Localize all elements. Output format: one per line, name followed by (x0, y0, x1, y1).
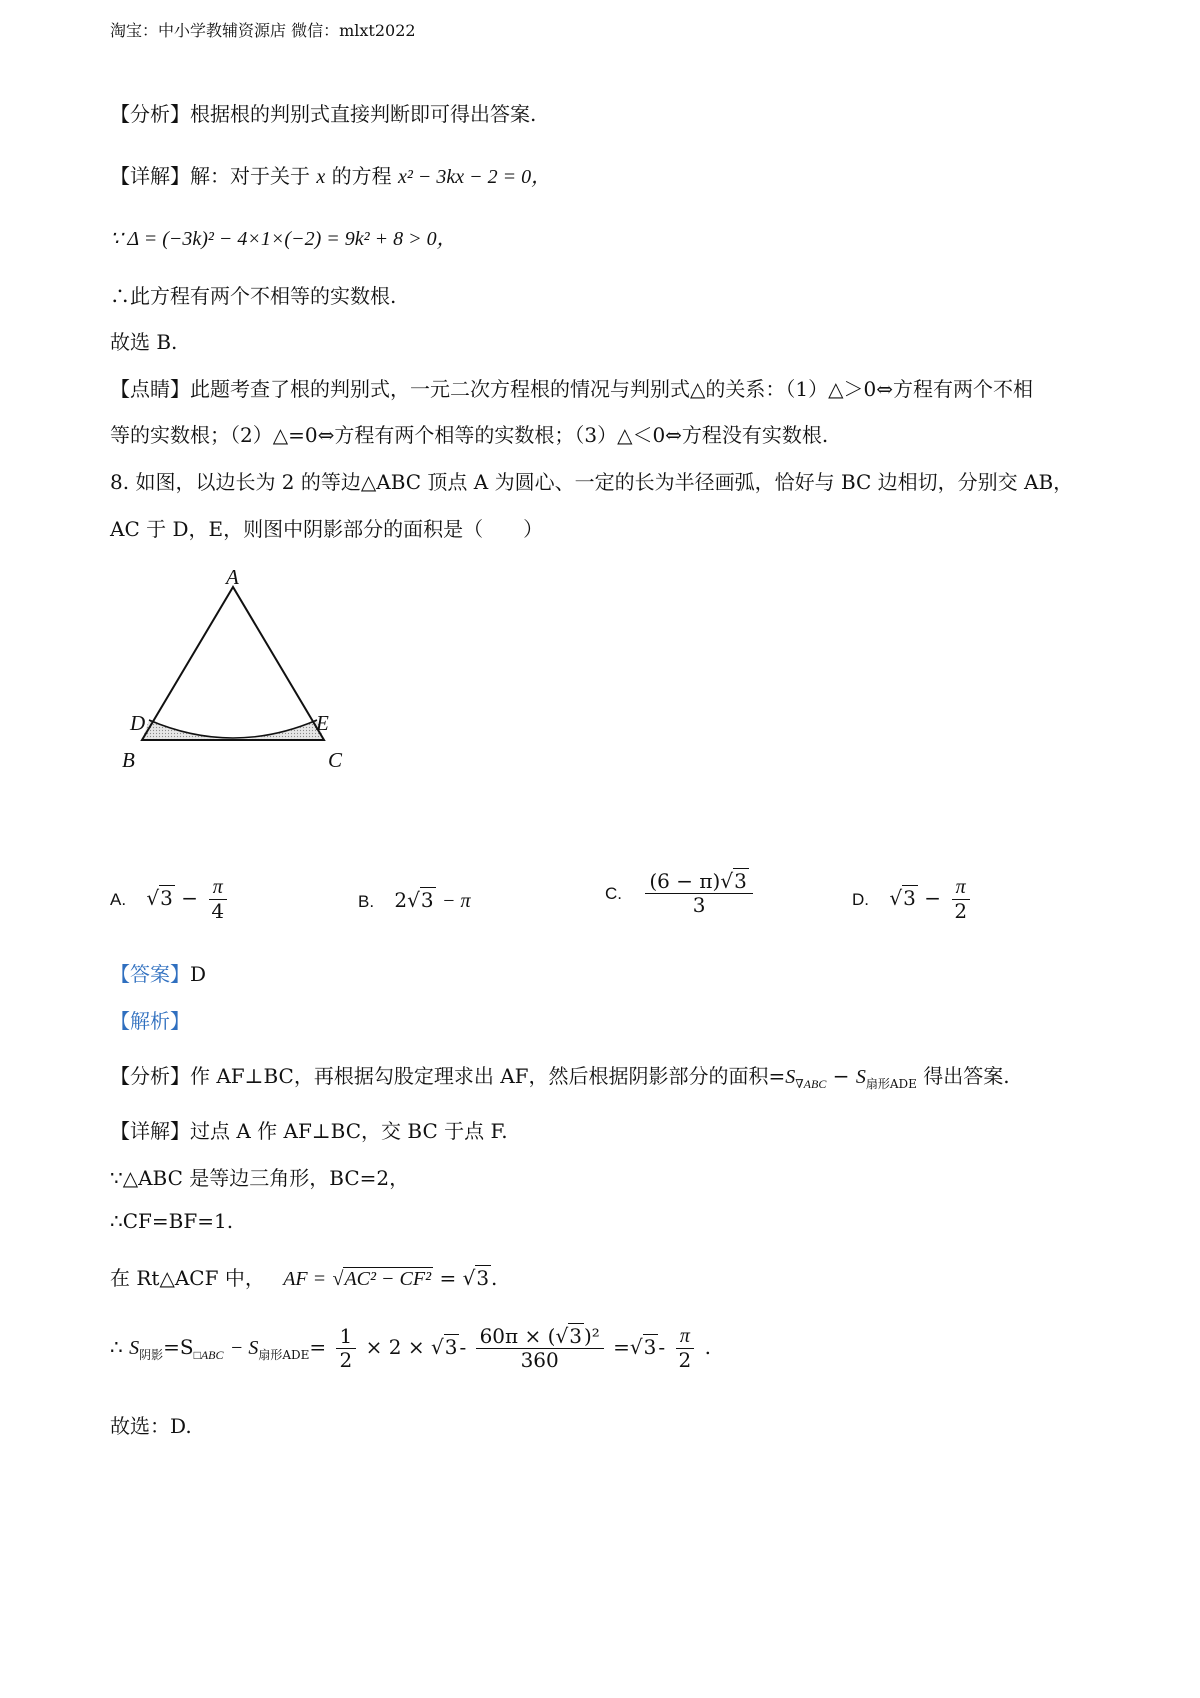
label-a: A (226, 570, 239, 589)
option-a-letter: A. (110, 890, 127, 909)
option-a-sqrt: √3 (146, 886, 173, 910)
triangle-figure (110, 570, 360, 790)
option-c[interactable] (605, 870, 756, 917)
option-a-minus: − (181, 886, 199, 910)
option-a-frac: $\frac{\pi}{4}$ (207, 876, 228, 923)
answer-line (110, 958, 206, 987)
answer-label: 【答案】 (110, 962, 190, 986)
q8-final-formula: ∴ $S_{阴影}=S_{□ABC} - S_{扇形ADE}=$ $\frac{1}{2}$ × 2 × √3 - $\frac{\text{60π × (√3 )²}}{360}$ =√3 - $\frac{\pi}{2}$ . (110, 1324, 711, 1372)
page-header: 淘宝：中小学教辅资源店 微信：mlxt2022 (110, 21, 416, 40)
q7-detail-eq: x² − 3kx − 2 = 0， (397, 166, 552, 188)
option-d-minus: − (924, 886, 941, 910)
q8-detail-2: ∵△ABC 是等边三角形，BC=2， (110, 1166, 410, 1190)
label-c: C (328, 748, 343, 772)
option-d[interactable] (852, 876, 974, 923)
q8-stem-1: 8. 如图，以边长为 2 的等边△ABC 顶点 A 为圆心、一定的长为半径画弧，恰好与 BC 边相切，分别交 AB， (110, 470, 1074, 494)
answer-value: D (190, 962, 207, 986)
option-c-frac: $\frac{(6 - \pi)√3}{3}$ (645, 870, 752, 917)
option-b-sqrt: √3 (407, 888, 434, 912)
option-a[interactable] (110, 876, 231, 923)
q8-choose: 故选：D. (110, 1414, 192, 1438)
option-d-sqrt: √3 (889, 886, 916, 910)
option-b[interactable] (358, 888, 471, 913)
label-d: D (130, 711, 146, 735)
solution-label: 【解析】 (110, 1009, 190, 1033)
q7-detail-mid: 的方程 (331, 164, 392, 188)
label-b: B (122, 748, 135, 772)
q7-detail-var: x (316, 166, 326, 188)
option-b-coef: 2 (394, 888, 408, 912)
option-b-tail: − π (442, 890, 471, 912)
q8-analysis: 【分析】作 AF⊥BC，再根据勾股定理求出 AF，然后根据阴影部分的面积$=S_{\nabla ABC} - S_{扇形ADE}$ 得出答案. (110, 1064, 1010, 1091)
q7-comment-1: 【点睛】此题考查了根的判别式，一元二次方程根的情况与判别式△的关系：（1）△＞0⇔方程有两个不相 (110, 377, 1033, 401)
option-b-letter: B. (358, 892, 375, 911)
triangle-abc (142, 587, 324, 740)
q7-delta-line: ∵ Δ = (−3k)² − 4×1×(−2) = 9k² + 8 > 0， (110, 228, 457, 250)
q8-detail-3: ∴CF=BF=1. (110, 1209, 234, 1233)
label-e: E (316, 711, 329, 735)
q7-choose: 故选 B. (110, 330, 178, 354)
q7-detail-prefix: 【详解】解：对于关于 (110, 164, 310, 188)
q7-detail (110, 160, 551, 189)
q7-analysis: 【分析】根据根的判别式直接判断即可得出答案. (110, 102, 537, 126)
q7-conclusion: ∴此方程有两个不相等的实数根. (110, 284, 397, 308)
q8-detail-4: 在 Rt△ACF 中， AF = √AC² − CF² = √3 . (110, 1266, 498, 1290)
q8-stem-2: AC 于 D，E，则图中阴影部分的面积是（ ） (110, 517, 544, 541)
option-c-letter: C. (605, 884, 622, 903)
option-c-num-head: (6 − π) (649, 869, 721, 893)
option-d-frac: $\frac{\pi}{2}$ (950, 876, 971, 923)
q7-comment-2: 等的实数根；（2）△=0⇔方程有两个相等的实数根；（3）△＜0⇔方程没有实数根. (110, 423, 829, 447)
q8-detail-1: 【详解】过点 A 作 AF⊥BC，交 BC 于点 F. (110, 1119, 508, 1143)
option-d-letter: D. (852, 890, 869, 909)
